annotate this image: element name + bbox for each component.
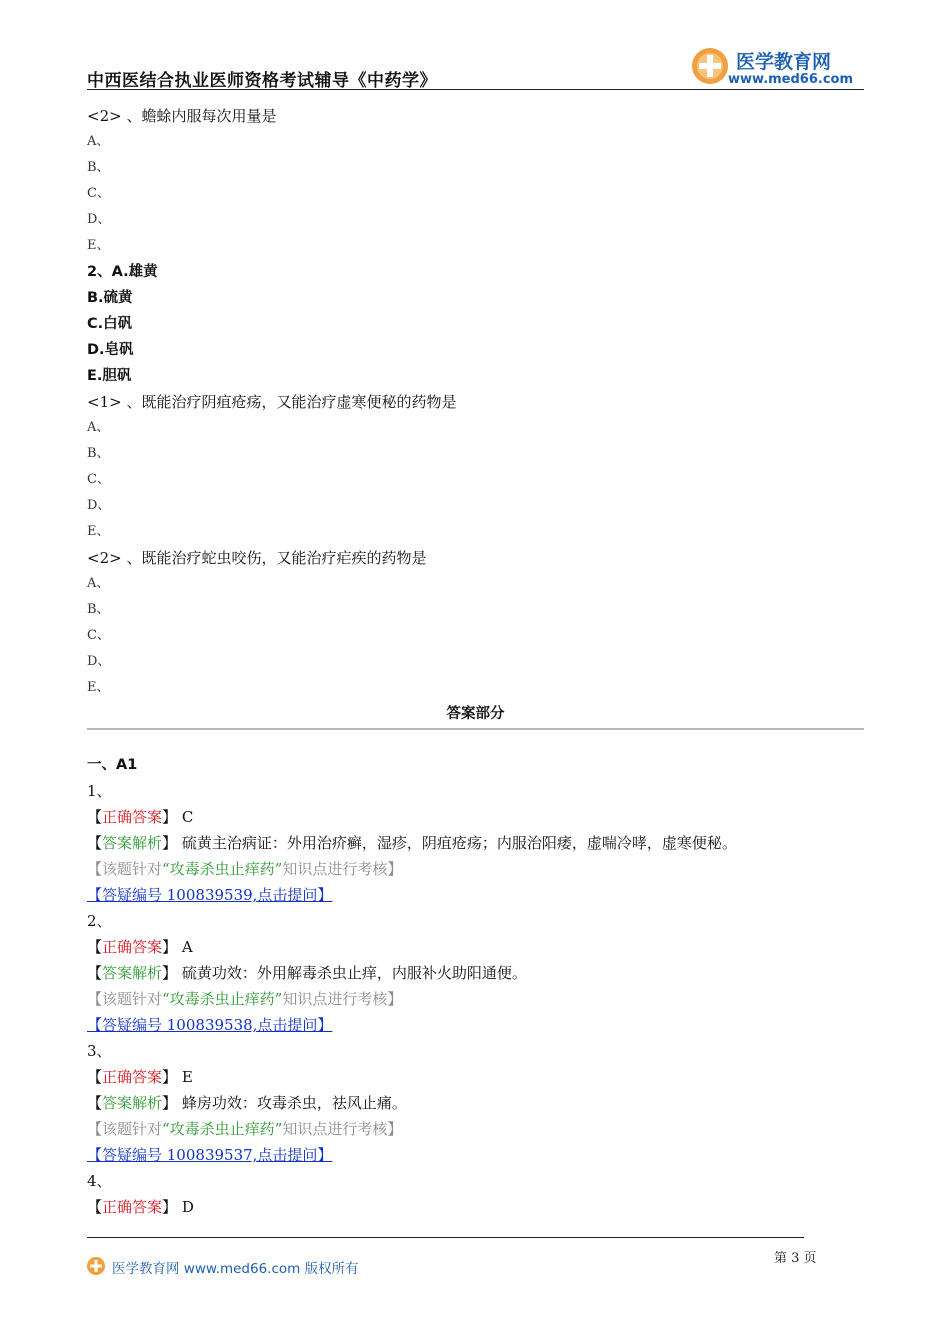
kp-topic: “攻毒杀虫止痒药” xyxy=(162,1120,283,1138)
option-c: C、 xyxy=(87,186,110,201)
group-choice-b: B.硫黄 xyxy=(87,290,133,306)
answer-number: 4、 xyxy=(87,1172,112,1190)
page-content xyxy=(87,103,864,1220)
analysis-text: 硫黄主治病证：外用治疥癣，湿疹，阴疽疮疡；内服治阳痿，虚喘冷哮，虚寒便秘。 xyxy=(181,834,737,852)
analysis-text: 蜂房功效：攻毒杀虫，祛风止痛。 xyxy=(181,1094,407,1112)
answer-number: 2、 xyxy=(87,912,112,930)
correct-answer-value: C xyxy=(181,808,194,826)
option-c: C、 xyxy=(87,628,110,643)
ask-question-link[interactable]: 【答疑编号 100839538,点击提问】 xyxy=(87,1016,333,1034)
option-e: E、 xyxy=(87,238,110,253)
analysis-row: 【答案解析】 硫黄主治病证：外用治疥癣，湿疹，阴疽疮疡；内服治阳痿，虚喘冷哮，虚寒便秘。 xyxy=(87,834,737,852)
group-choice-e: E.胆矾 xyxy=(87,368,132,384)
footer-copyright: 医学教育网 www.med66.com 版权所有 xyxy=(112,1261,359,1277)
ask-question-link[interactable]: 【答疑编号 100839537,点击提问】 xyxy=(87,1146,333,1164)
correct-answer-row: 【正确答案】 C xyxy=(87,808,194,826)
option-a: A、 xyxy=(87,576,110,591)
header-title: 中西医结合执业医师资格考试辅导《中药学》 xyxy=(87,71,437,91)
analysis-row: 【答案解析】 蜂房功效：攻毒杀虫，祛风止痛。 xyxy=(87,1094,407,1112)
kp-topic: “攻毒杀虫止痒药” xyxy=(162,860,283,878)
answers-section-divider xyxy=(87,728,864,730)
option-a: A、 xyxy=(87,134,110,149)
logo-site-name: 医学教育网 xyxy=(736,51,832,73)
kp-suffix: 知识点进行考核】 xyxy=(282,860,403,878)
correct-answer-value: D xyxy=(181,1198,194,1216)
correct-answer-label: 正确答案 xyxy=(102,808,163,826)
correct-answer-row: 【正确答案】 D xyxy=(87,1198,194,1216)
kp-topic: “攻毒杀虫止痒药” xyxy=(162,990,283,1008)
kp-suffix: 知识点进行考核】 xyxy=(282,990,403,1008)
question-stem: <2> 、蟾蜍内服每次用量是 xyxy=(87,107,277,125)
logo-site-url: www.med66.com xyxy=(728,72,854,87)
option-e: E、 xyxy=(87,680,110,695)
option-d: D、 xyxy=(87,212,111,227)
page-number: 第 3 页 xyxy=(774,1251,817,1266)
medical-cross-logo-icon xyxy=(690,46,730,86)
option-d: D、 xyxy=(87,498,111,513)
group-choice-c: C.白矾 xyxy=(87,316,133,332)
analysis-row: 【答案解析】 硫黄功效：外用解毒杀虫止痒，内服补火助阳通便。 xyxy=(87,964,527,982)
group-choice-d: D.皂矾 xyxy=(87,342,134,358)
correct-answer-label: 正确答案 xyxy=(102,938,163,956)
correct-answer-row: 【正确答案】 A xyxy=(87,938,193,956)
part-heading: 一、A1 xyxy=(87,757,138,773)
knowledge-point-row xyxy=(87,986,864,1012)
kp-prefix: 【该题针对 xyxy=(87,860,163,878)
correct-answer-label: 正确答案 xyxy=(102,1198,163,1216)
answer-number: 1、 xyxy=(87,782,112,800)
analysis-label: 答案解析 xyxy=(102,1094,163,1112)
correct-answer-value: A xyxy=(181,938,193,956)
footer-logo-icon xyxy=(86,1256,106,1276)
option-e: E、 xyxy=(87,524,110,539)
question-stem: <1> 、既能治疗阴疽疮疡，又能治疗虚寒便秘的药物是 xyxy=(87,393,457,411)
knowledge-point-row xyxy=(87,1116,864,1142)
footer-divider xyxy=(87,1237,804,1238)
answer-number: 3、 xyxy=(87,1042,112,1060)
answers-section-title: 答案部分 xyxy=(446,706,505,722)
option-d: D、 xyxy=(87,654,111,669)
brand-logo[interactable] xyxy=(690,44,865,90)
knowledge-point-row xyxy=(87,856,864,882)
correct-answer-value: E xyxy=(181,1068,193,1086)
question-stem: <2> 、既能治疗蛇虫咬伤，又能治疗疟疾的药物是 xyxy=(87,549,427,567)
ask-question-link[interactable]: 【答疑编号 100839539,点击提问】 xyxy=(87,886,333,904)
analysis-text: 硫黄功效：外用解毒杀虫止痒，内服补火助阳通便。 xyxy=(181,964,527,982)
group-choice-a: 2、A.雄黄 xyxy=(87,264,158,280)
option-b: B、 xyxy=(87,602,110,617)
kp-suffix: 知识点进行考核】 xyxy=(282,1120,403,1138)
option-a: A、 xyxy=(87,420,110,435)
analysis-label: 答案解析 xyxy=(102,834,163,852)
option-b: B、 xyxy=(87,446,110,461)
correct-answer-row: 【正确答案】 E xyxy=(87,1068,193,1086)
option-b: B、 xyxy=(87,160,110,175)
correct-answer-label: 正确答案 xyxy=(102,1068,163,1086)
option-c: C、 xyxy=(87,472,110,487)
kp-prefix: 【该题针对 xyxy=(87,1120,163,1138)
kp-prefix: 【该题针对 xyxy=(87,990,163,1008)
analysis-label: 答案解析 xyxy=(102,964,163,982)
